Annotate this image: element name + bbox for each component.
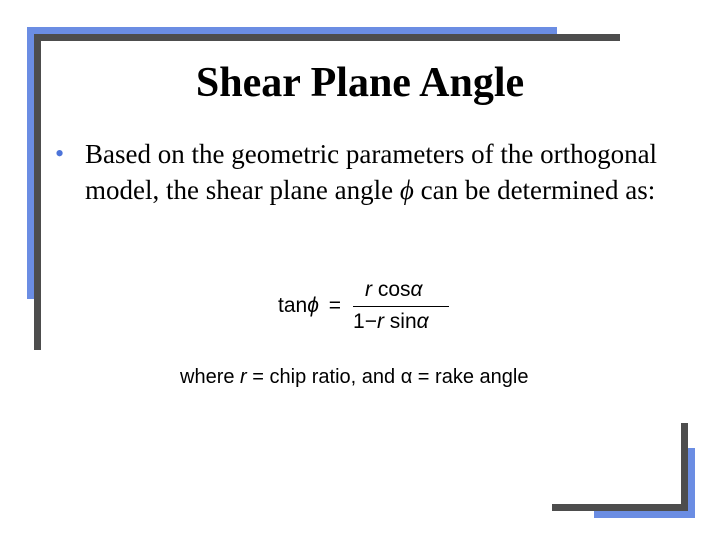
num-cos: cos [372, 278, 411, 301]
caption-r: r [240, 366, 247, 388]
den-sin: sin [383, 310, 417, 333]
bullet-text [85, 136, 695, 208]
formula-phi: ϕ [307, 294, 319, 317]
phi-symbol: ϕ [399, 175, 414, 205]
frame-top-shadow [34, 34, 620, 41]
formula-numerator [365, 278, 423, 302]
slide-title: Shear Plane Angle [195, 60, 525, 106]
frame-bottom-shadow [552, 504, 688, 511]
formula-caption [180, 366, 528, 389]
bullet-text-before: Based on the geometric parameters of the orthogonal model, the shear plane angle [85, 139, 658, 205]
bullet-text-after: can be determined as: [413, 175, 656, 205]
formula-equals: = [328, 294, 341, 317]
frame-right-accent [688, 448, 695, 518]
den-alpha: α [416, 310, 429, 333]
frame-bottom-accent [594, 511, 695, 518]
caption-rake: = rake angle [412, 366, 529, 388]
formula-tan: tan [278, 294, 308, 317]
caption-alpha: α [400, 366, 413, 388]
num-r: r [365, 278, 372, 301]
caption-where: where [180, 366, 241, 388]
bullet-marker: • [55, 139, 65, 168]
formula-lhs [278, 294, 341, 318]
frame-right-shadow [681, 423, 688, 511]
caption-chip-ratio: = chip ratio, and [246, 366, 401, 388]
den-one: 1 [353, 310, 365, 333]
frame-top-accent [27, 27, 557, 34]
fraction-bar [353, 306, 449, 307]
den-r: r [376, 310, 384, 333]
num-alpha: α [410, 278, 423, 301]
formula-denominator [353, 310, 429, 334]
den-minus: − [364, 310, 377, 333]
